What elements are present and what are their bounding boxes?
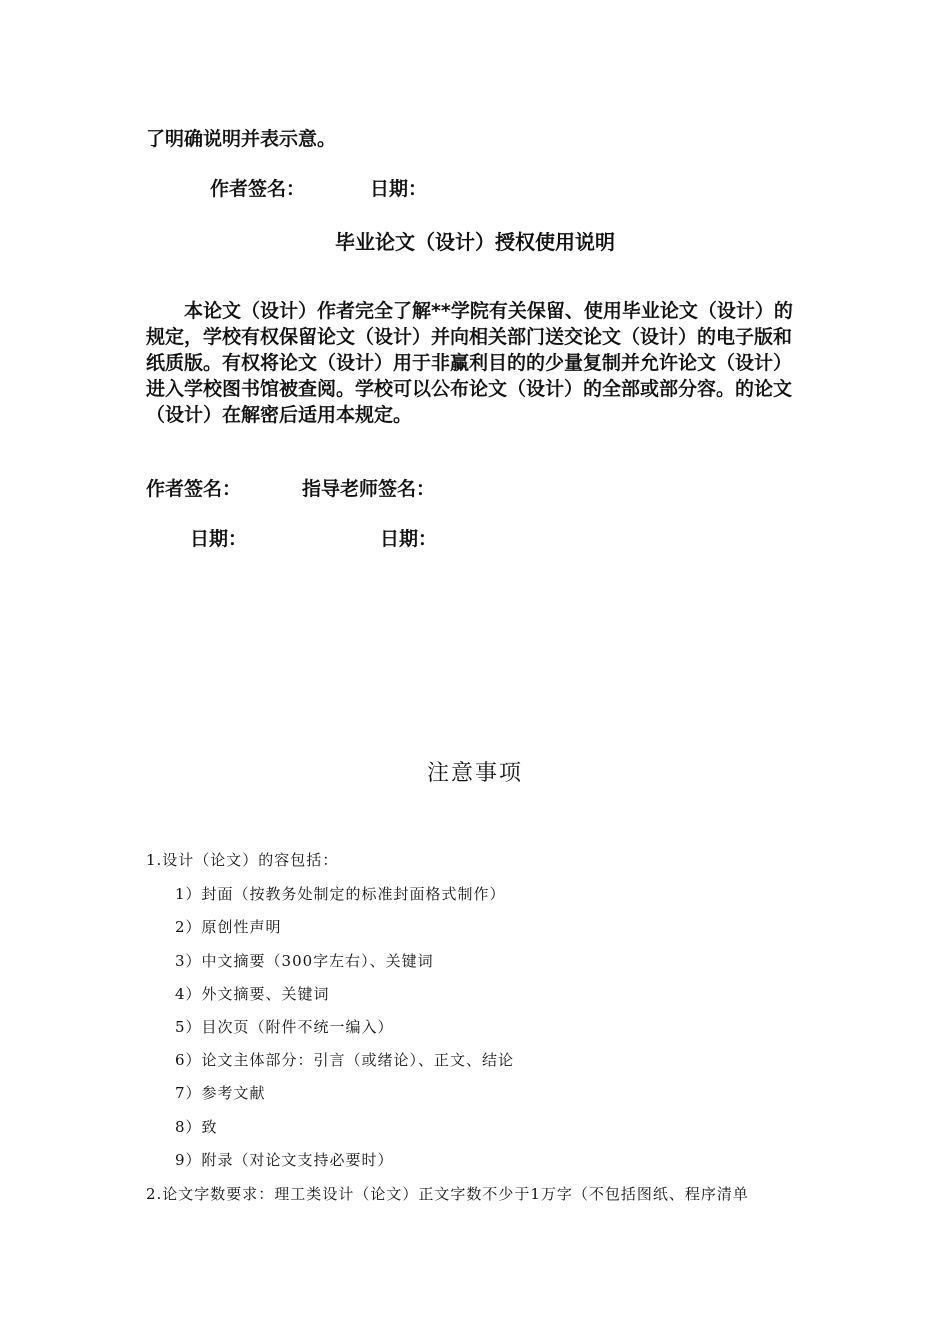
list-item: 8）致 (175, 1118, 218, 1136)
list-item: 2）原创性声明 (175, 918, 282, 936)
authorization-author-date-label: 日期： (190, 528, 248, 550)
declaration-date-label: 日期： (370, 178, 428, 200)
authorization-title: 毕业论文（设计）授权使用说明 (335, 230, 615, 254)
list-item: 9）附录（对论文支持必要时） (175, 1151, 394, 1169)
list-item: 6）论文主体部分：引言（或绪论）、正文、结论 (175, 1051, 515, 1069)
declaration-author-signature-label: 作者签名： (210, 178, 306, 200)
authorization-paragraph: 本论文（设计）作者完全了解**学院有关保留、使用毕业论文（设计）的规定，学校有权保留论文（设计）并向相关部门送交论文（设计）的电子版和纸质版。有权将论文（设计）用于非赢利目的的少量复制并允许论文（设计）进入学校图书馆被查阅。学校可以公布论文（设计）的全部或部分容。的论文（设计）在解密后适用本规定。 (146, 300, 793, 426)
authorization-advisor-signature-label: 指导老师签名： (302, 478, 436, 500)
list-item: 5）目次页（附件不统一编入） (175, 1018, 394, 1036)
list-item: 7）参考文献 (175, 1084, 266, 1102)
authorization-advisor-date-label: 日期： (380, 528, 438, 550)
declaration-continuation-text: 了明确说明并表示意。 (146, 128, 337, 150)
list-item: 4）外文摘要、关键词 (175, 985, 330, 1003)
list-item: 1）封面（按教务处制定的标准封面格式制作） (175, 885, 506, 903)
notice-item2-heading: 2.论文字数要求：理工类设计（论文）正文字数不少于1万字（不包括图纸、程序清单 (146, 1185, 749, 1203)
notice-title: 注意事项 (426, 761, 523, 786)
list-item: 3）中文摘要（300字左右）、关键词 (175, 952, 434, 970)
notice-item1-heading: 1.设计（论文）的容包括： (146, 851, 339, 869)
authorization-author-signature-label: 作者签名： (146, 478, 242, 500)
